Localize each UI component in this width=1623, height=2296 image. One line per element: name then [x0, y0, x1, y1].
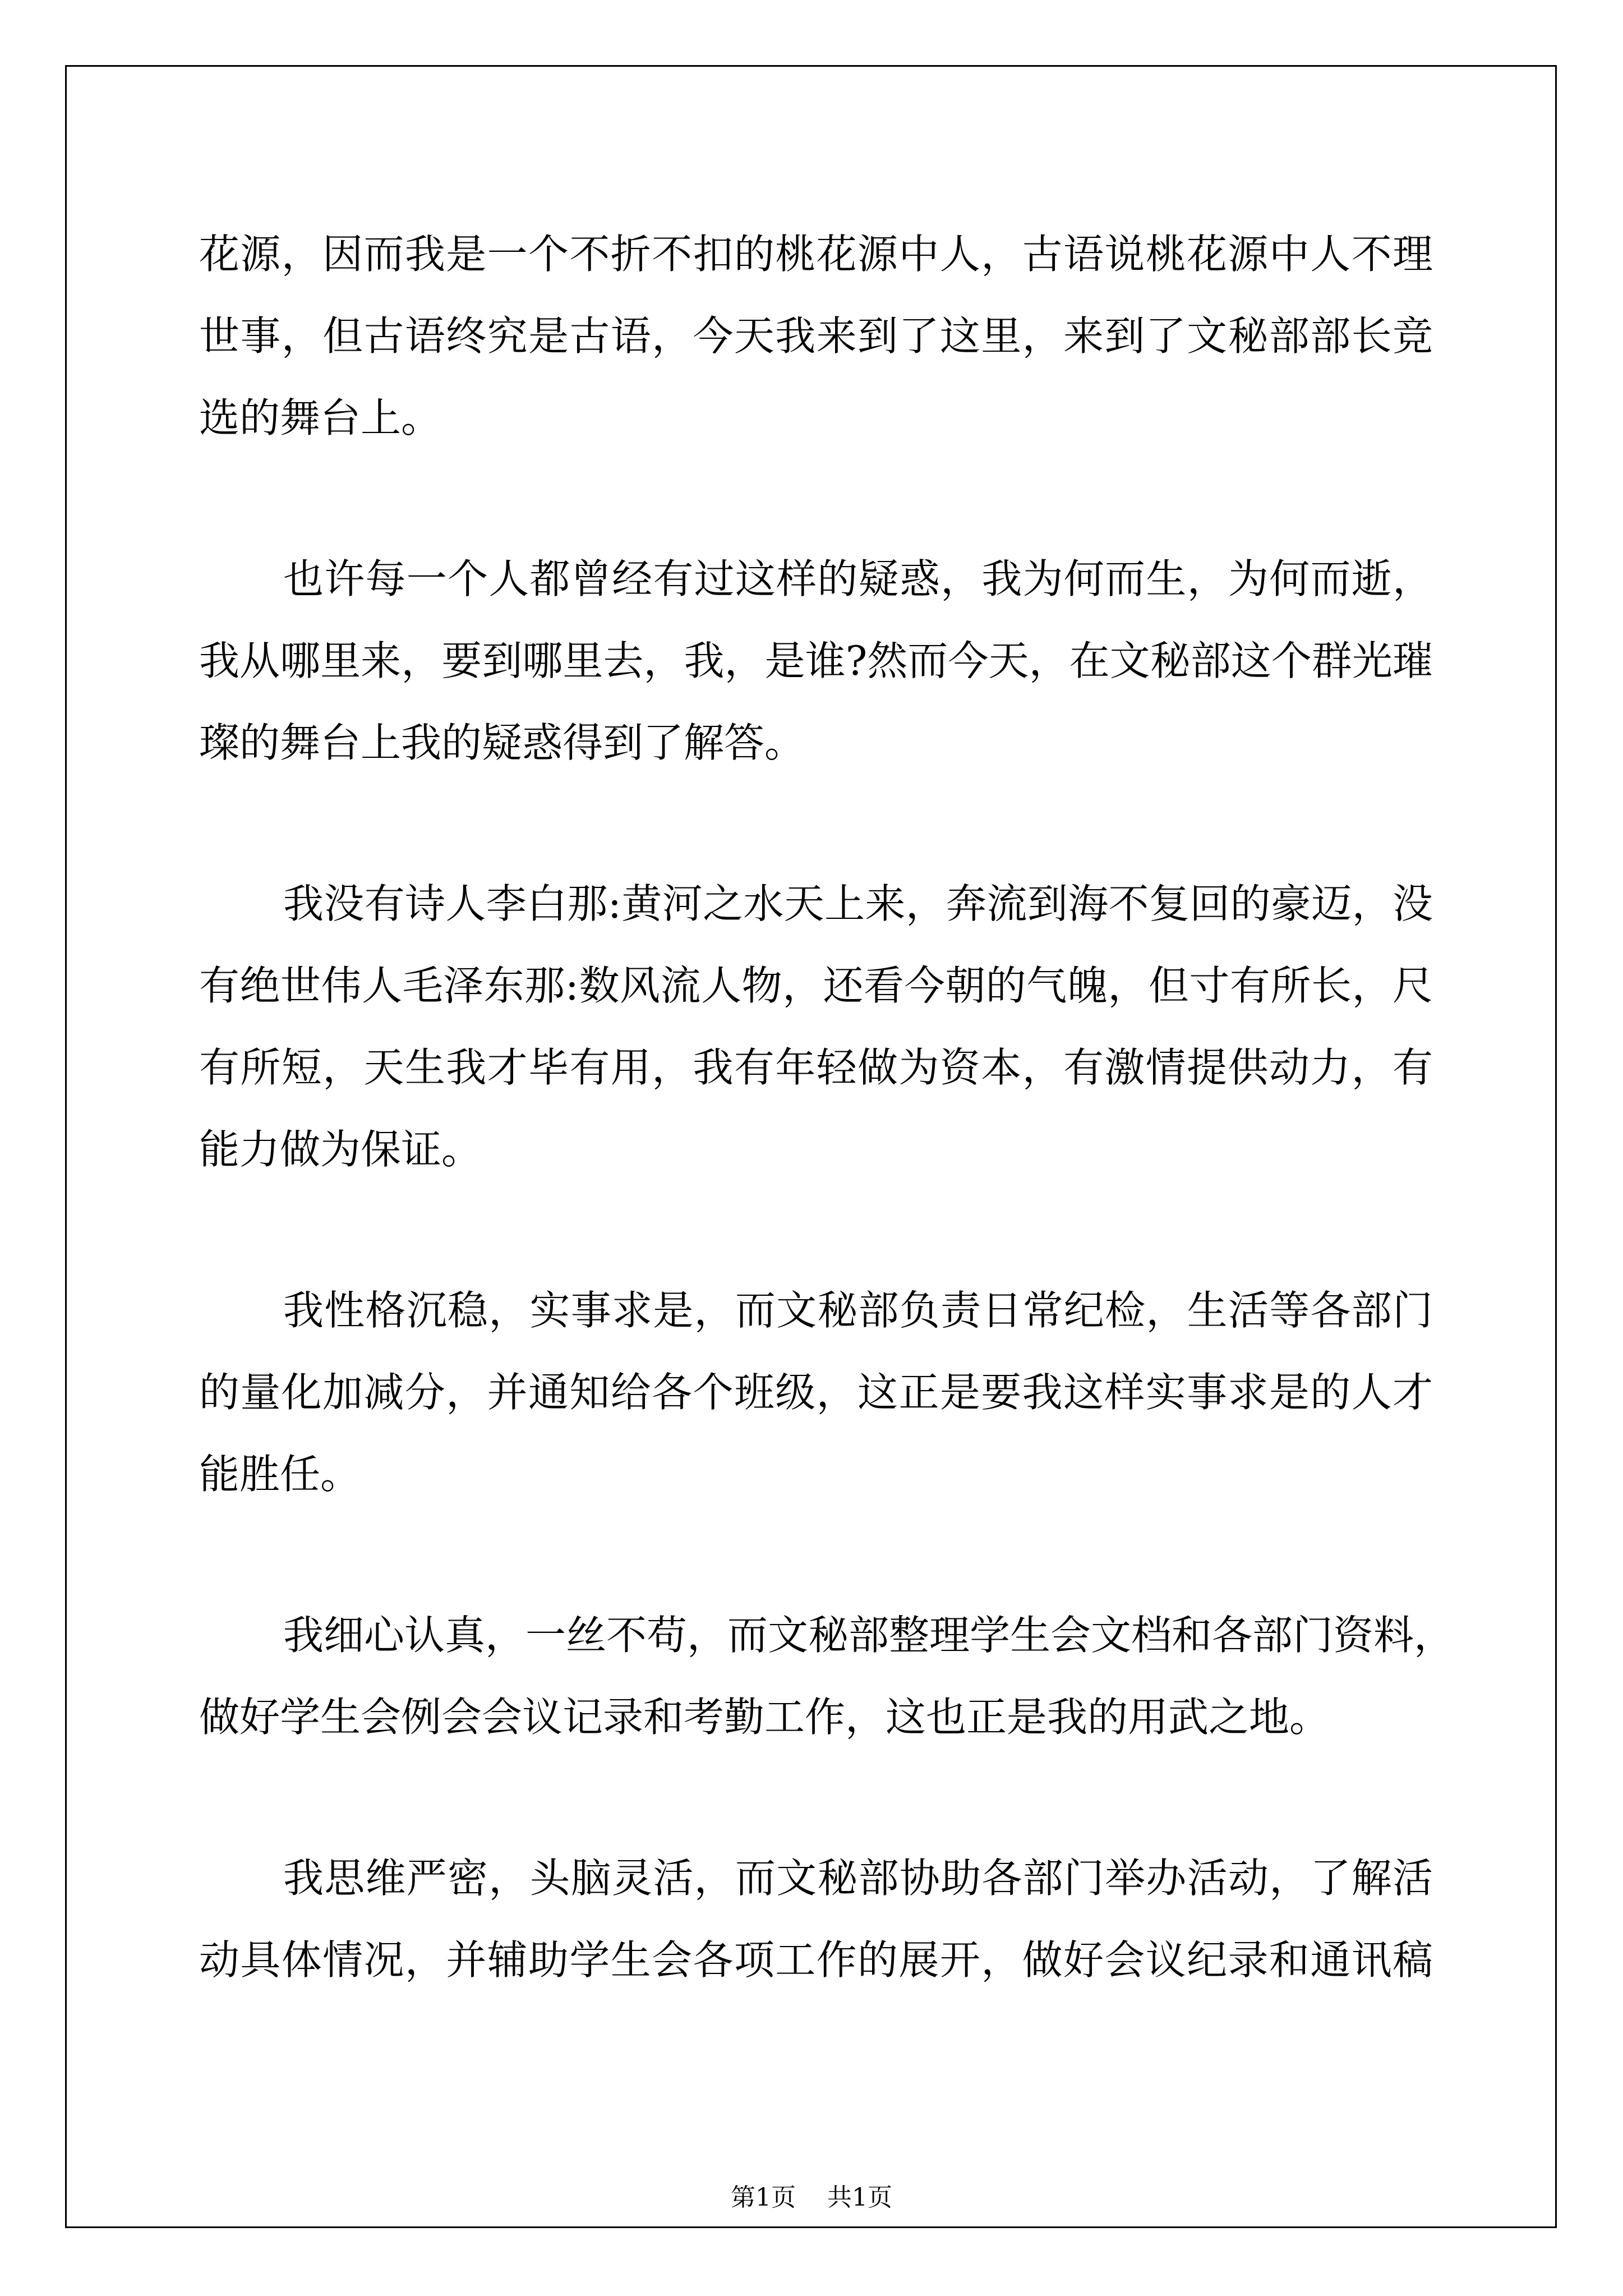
paragraph-line: 璨的舞台上我的疑惑得到了解答。	[199, 719, 805, 766]
paragraph-line: 做好学生会例会会议记录和考勤工作，这也正是我的用武之地。	[199, 1694, 1330, 1741]
document-body	[199, 213, 1455, 2001]
paragraph-line: 能胜任。	[199, 1451, 361, 1498]
paragraph-line: 也许每一个人都曾经有过这样的疑惑，我为何而生，为何而逝，	[283, 555, 1433, 602]
paragraph-line: 能力做为保证。	[199, 1126, 482, 1173]
paragraph-gap	[199, 1515, 1433, 1594]
paragraph-line: 选的舞台上。	[199, 394, 442, 441]
paragraph-line: 动具体情况，并辅助学生会各项工作的展开，做好会议纪录和通讯稿	[199, 1936, 1433, 1984]
paragraph-gap	[199, 459, 1433, 538]
paragraph-line: 我没有诗人李白那:黄河之水天上来，奔流到海不复回的豪迈，没	[283, 880, 1433, 927]
page-footer	[0, 2181, 1623, 2215]
paragraph-line: 世事，但古语终究是古语，今天我来到了这里，来到了文秘部部长竞	[199, 312, 1433, 360]
page-number-total: 共1页	[827, 2183, 892, 2212]
paragraph-line: 有绝世伟人毛泽东那:数风流人物，还看今朝的气魄，但寸有所长，尺	[199, 962, 1433, 1009]
paragraph-line: 花源，因而我是一个不折不扣的桃花源中人，古语说桃花源中人不理	[199, 231, 1433, 278]
paragraph-line: 的量化加减分，并通知给各个班级，这正是要我这样实事求是的人才	[199, 1369, 1433, 1416]
page-number-current: 第1页	[731, 2183, 796, 2212]
paragraph-line: 我细心认真，一丝不苟，而文秘部整理学生会文档和各部门资料，	[283, 1612, 1455, 1659]
paragraph-line: 我思维严密，头脑灵活，而文秘部协助各部门举办活动，了解活	[283, 1855, 1433, 1902]
paragraph-gap	[199, 1190, 1433, 1269]
paragraph-line: 有所短，天生我才毕有用，我有年轻做为资本，有激情提供动力，有	[199, 1044, 1433, 1091]
paragraph-gap	[199, 784, 1433, 863]
paragraph-line: 我从哪里来，要到哪里去，我，是谁?然而今天，在文秘部这个群光璀	[199, 637, 1433, 684]
paragraph-line: 我性格沉稳，实事求是，而文秘部负责日常纪检，生活等各部门	[283, 1287, 1433, 1334]
paragraph-gap	[199, 1758, 1433, 1837]
